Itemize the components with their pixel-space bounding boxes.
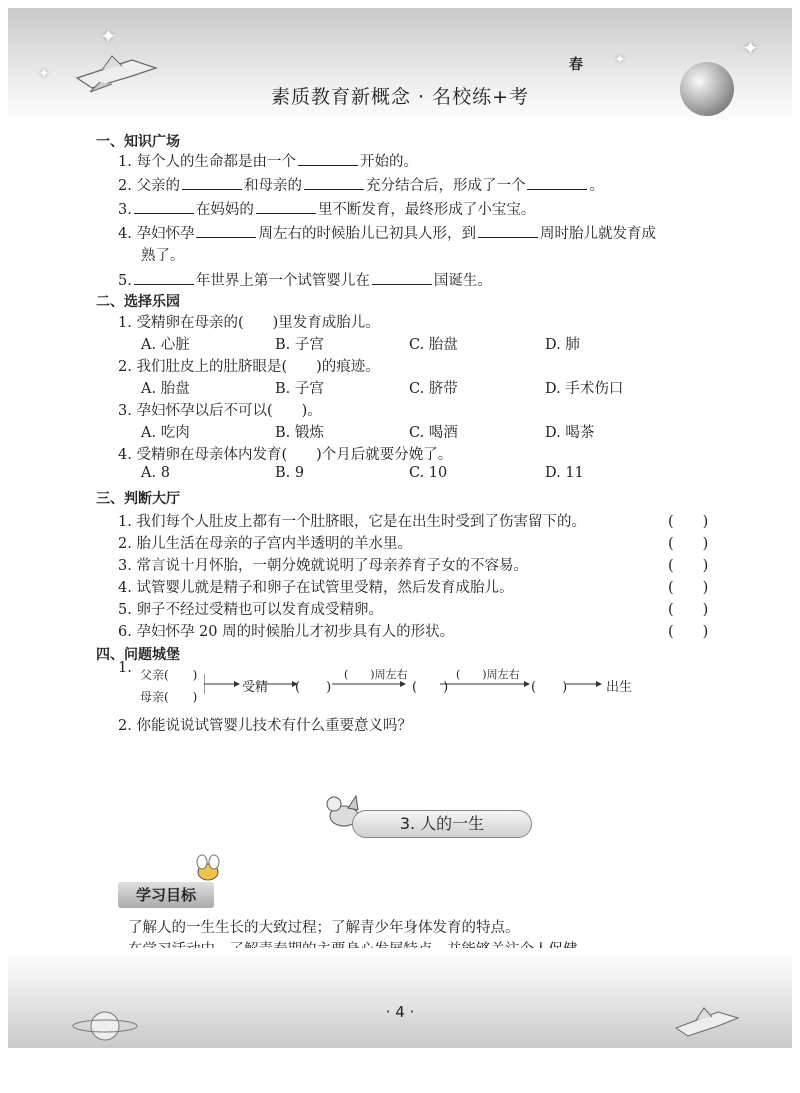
season-label: 春 (569, 57, 583, 73)
choice-option[interactable]: B. 子宫 (275, 337, 324, 353)
judge-answer-paren[interactable]: ( ) (668, 558, 709, 574)
chapter-title: 3. 人的一生 (352, 810, 532, 838)
text: 年世界上第一个试管婴儿在 (195, 273, 370, 289)
judge-statement: 6. 孕妇怀孕 20 周的时候胎儿才初步具有人的形状。 (118, 624, 455, 640)
choice-question-3: 3. 孕妇怀孕以后不可以( )。 (118, 403, 322, 419)
blank-answer[interactable] (372, 272, 432, 285)
section-title-problems: 四、问题城堡 (96, 647, 180, 663)
star-icon: ✦ (614, 52, 626, 68)
judge-statement: 4. 试管婴儿就是精子和卵子在试管里受精，然后发育成胎儿。 (118, 580, 514, 596)
bee-icon (192, 852, 226, 886)
text: 2. 父亲的 (118, 178, 180, 194)
choice-option[interactable]: C. 胎盘 (409, 337, 458, 353)
star-icon: ✦ (100, 24, 117, 48)
text: 周时胎儿就发育成 (539, 226, 656, 242)
text: 里不断发育，最终形成了小宝宝。 (317, 202, 536, 218)
choice-question-1: 1. 受精卵在母亲的( )里发育成胎儿。 (118, 315, 380, 331)
choice-option[interactable]: B. 9 (275, 465, 305, 481)
section-title-knowledge: 一、知识广场 (96, 134, 180, 150)
flow-blank-3[interactable]: ( ) (531, 680, 568, 695)
section-title-judge: 三、判断大厅 (96, 491, 180, 507)
choice-option[interactable]: A. 心脏 (141, 337, 190, 353)
choice-option[interactable]: A. 吃肉 (141, 425, 190, 441)
flow-question-number: 1. (118, 660, 132, 676)
fill-question-2 (118, 174, 604, 195)
blank-answer[interactable] (478, 225, 538, 238)
choice-option[interactable]: C. 喝酒 (409, 425, 458, 441)
text: 充分结合后，形成了一个 (365, 178, 526, 194)
flow-weeks-1: ( )周左右 (344, 668, 408, 681)
choice-option[interactable]: D. 11 (545, 465, 584, 481)
text: 3. (118, 202, 132, 218)
choice-option[interactable]: B. 锻炼 (275, 425, 324, 441)
learning-goals-label: 学习目标 (118, 882, 214, 908)
flow-weeks-2: ( )周左右 (456, 668, 520, 681)
judge-statement: 2. 胎儿生活在母亲的子宫内半透明的羊水里。 (118, 536, 412, 552)
text: 开始的。 (359, 154, 418, 170)
choice-option[interactable]: A. 胎盘 (141, 381, 190, 397)
fill-question-4-cont: 熟了。 (141, 248, 185, 264)
fill-question-3 (118, 198, 535, 219)
choice-option[interactable]: A. 8 (141, 465, 170, 481)
flow-birth: 出生 (606, 680, 633, 695)
blank-answer[interactable] (182, 177, 242, 190)
choice-option[interactable]: C. 10 (409, 465, 448, 481)
open-question-2: 2. 你能说说试管婴儿技术有什么重要意义吗？ (118, 718, 412, 734)
page-title: 素质教育新概念 · 名校练+考 (270, 86, 530, 108)
text: 周左右的时候胎儿已初具人形，到 (258, 226, 476, 242)
flow-mother: 母亲( ) (140, 690, 198, 704)
blank-answer[interactable] (196, 225, 256, 238)
learning-goal: 了解人的一生生长的大致过程；了解青少年身体发育的特点。 (128, 920, 520, 936)
fill-question-1 (118, 150, 418, 171)
judge-answer-paren[interactable]: ( ) (668, 514, 709, 530)
choice-option[interactable]: D. 喝茶 (545, 425, 595, 441)
choice-option[interactable]: B. 子宫 (275, 381, 324, 397)
page (8, 8, 792, 1048)
flow-father: 父亲( ) (140, 668, 198, 682)
blank-answer[interactable] (134, 201, 194, 214)
flow-blank-1[interactable]: ( ) (295, 680, 332, 695)
judge-answer-paren[interactable]: ( ) (668, 602, 709, 618)
blank-answer[interactable] (527, 177, 587, 190)
text: 。 (589, 178, 604, 194)
choice-question-4: 4. 受精卵在母亲体内发育( )个月后就要分娩了。 (118, 447, 453, 463)
flow-blank-2[interactable]: ( ) (412, 680, 449, 695)
blank-answer[interactable] (298, 153, 358, 166)
page-number: · 4 · (385, 1003, 415, 1021)
star-icon: ✦ (742, 36, 759, 60)
page-footer (8, 948, 792, 1048)
blank-answer[interactable] (304, 177, 364, 190)
choice-option[interactable]: D. 手术伤口 (545, 381, 624, 397)
judge-answer-paren[interactable]: ( ) (668, 580, 709, 596)
choice-option[interactable]: D. 肺 (545, 337, 580, 353)
text: 和母亲的 (243, 178, 302, 194)
text: 在妈妈的 (195, 202, 254, 218)
blank-answer[interactable] (256, 201, 316, 214)
flow-fertilize: 受精 (242, 680, 269, 695)
blank-answer[interactable] (134, 272, 194, 285)
section-title-choice: 二、选择乐园 (96, 294, 180, 310)
judge-answer-paren[interactable]: ( ) (668, 624, 709, 640)
judge-answer-paren[interactable]: ( ) (668, 536, 709, 552)
judge-statement: 3. 常言说十月怀胎，一朝分娩就说明了母亲养育子女的不容易。 (118, 558, 528, 574)
page-header (8, 8, 792, 126)
fill-question-5 (118, 269, 492, 290)
fill-question-4 (118, 222, 656, 243)
choice-option[interactable]: C. 脐带 (409, 381, 458, 397)
star-icon: ✦ (38, 66, 50, 82)
text: 5. (118, 273, 132, 289)
text: 1. 每个人的生命都是由一个 (118, 154, 296, 170)
choice-question-2: 2. 我们肚皮上的肚脐眼是( )的痕迹。 (118, 359, 380, 375)
text: 国诞生。 (433, 273, 492, 289)
judge-statement: 5. 卵子不经过受精也可以发育成受精卵。 (118, 602, 383, 618)
text: 4. 孕妇怀孕 (118, 226, 195, 242)
judge-statement: 1. 我们每个人肚皮上都有一个肚脐眼，它是在出生时受到了伤害留下的。 (118, 514, 586, 530)
